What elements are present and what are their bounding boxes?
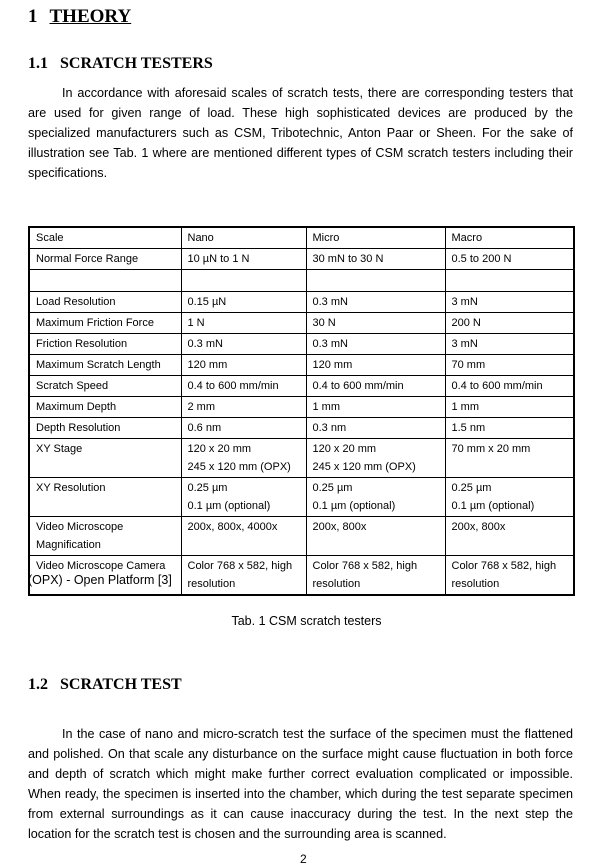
table-cell (306, 439, 445, 478)
table-cell: 1.5 nm (445, 418, 574, 439)
chapter-number: 1 (28, 6, 38, 27)
table-cell (181, 478, 306, 517)
table-cell: 0.4 to 600 mm/min (181, 376, 306, 397)
table-cell: 0.15 µN (181, 292, 306, 313)
table-cell-line: 70 mm x 20 mm (451, 443, 531, 455)
table-cell: 30 mN to 30 N (306, 249, 445, 270)
table-row (29, 292, 574, 313)
table-row (29, 313, 574, 334)
table-cell: 0.6 nm (181, 418, 306, 439)
table-cell-line: 0.25 µm (312, 482, 353, 494)
table-row (29, 478, 574, 517)
table-cell: Load Resolution (29, 292, 181, 313)
table-cell: 1 N (181, 313, 306, 334)
csm-scratch-testers-table (28, 226, 575, 596)
table-row (29, 517, 574, 556)
table-caption: Tab. 1 CSM scratch testers (231, 614, 382, 628)
table-cell-line: 0.25 µm (451, 482, 492, 494)
table-cell-line: 120 x 20 mm (312, 443, 377, 455)
table-cell-line: 120 x 20 mm (187, 443, 252, 455)
table-cell: Maximum Depth (29, 397, 181, 418)
table-cell: 0.3 nm (306, 418, 445, 439)
table-row (29, 355, 574, 376)
table-cell-line: 245 x 120 mm (OPX) (187, 461, 291, 473)
table-footnote: (OPX) - Open Platform [3] (28, 573, 172, 587)
table-cell: 120 mm (181, 355, 306, 376)
table-cell-line: XY Resolution (36, 482, 106, 494)
chapter-title: THEORY (49, 6, 132, 27)
table-cell: Maximum Scratch Length (29, 355, 181, 376)
table-cell: Normal Force Range (29, 249, 181, 270)
table-cell: 200x, 800x, 4000x (181, 517, 306, 556)
section-heading-scratch-test (28, 676, 182, 694)
table-header-cell: Scale (29, 227, 181, 249)
table-cell: 3 mN (445, 292, 574, 313)
table-cell (445, 439, 574, 478)
table-header-cell: Micro (306, 227, 445, 249)
table-cell: Color 768 x 582, high resolution (181, 556, 306, 596)
table-header-cell: Nano (181, 227, 306, 249)
table-cell (181, 439, 306, 478)
table-cell: 200 N (445, 313, 574, 334)
section-title: SCRATCH TESTERS (60, 55, 213, 72)
table-cell-line: 0.25 µm (187, 482, 228, 494)
table-row (29, 418, 574, 439)
table-cell: 3 mN (445, 334, 574, 355)
scratch-test-paragraph: In the case of nano and micro-scratch test the surface of the specimen must the flattened and polished. On that scale any disturbance on the surface might cause fluctuation in both force and depth of scratch which might make further correct evaluation complicated or impossible. When ready, the specimen is inserted into the chamber, which during the test separate specimen from external surroundings as it can cause inaccuracy during the test. In the next step the location for the scratch test is chosen and the surrounding area is scanned. (28, 727, 573, 841)
table-cell: 0.3 mN (306, 292, 445, 313)
table-cell (306, 478, 445, 517)
table-cell: 0.4 to 600 mm/min (306, 376, 445, 397)
chapter-heading (28, 6, 131, 28)
table-cell: 30 N (306, 313, 445, 334)
table-cell (29, 478, 181, 517)
table-cell: Video Microscope Magnification (29, 517, 181, 556)
table-cell: 1 mm (445, 397, 574, 418)
table-cell: 0.5 to 200 N (445, 249, 574, 270)
table-cell-line: 245 x 120 mm (OPX) (312, 461, 416, 473)
table-cell: 0.3 mN (181, 334, 306, 355)
table-cell: Color 768 x 582, high resolution (445, 556, 574, 596)
table-cell: Depth Resolution (29, 418, 181, 439)
table-cell: 0.4 to 600 mm/min (445, 376, 574, 397)
table-cell (445, 478, 574, 517)
table-row (29, 334, 574, 355)
page-number: 2 (300, 852, 307, 866)
table-cell-line: 0.1 µm (optional) (451, 500, 535, 512)
table-cell: 2 mm (181, 397, 306, 418)
section-title: SCRATCH TEST (60, 676, 182, 693)
table-row (29, 249, 574, 270)
table-cell: Color 768 x 582, high resolution (306, 556, 445, 596)
table-cell: 70 mm (445, 355, 574, 376)
table-spacer-row (29, 270, 574, 292)
section-number: 1.2 (28, 676, 48, 693)
table-cell: Video Microscope Camera (29, 556, 181, 596)
table-row (29, 439, 574, 478)
table-row (29, 397, 574, 418)
table-cell: Friction Resolution (29, 334, 181, 355)
table-cell: 200x, 800x (445, 517, 574, 556)
section-heading-scratch-testers (28, 55, 213, 73)
table-cell-line: 0.1 µm (optional) (187, 500, 271, 512)
table-header-row (29, 227, 574, 249)
table-cell: 1 mm (306, 397, 445, 418)
table-cell: 120 mm (306, 355, 445, 376)
table-cell: 0.3 mN (306, 334, 445, 355)
table-cell: 200x, 800x (306, 517, 445, 556)
table-cell-line: XY Stage (36, 443, 83, 455)
section-number: 1.1 (28, 55, 48, 72)
table-header-cell: Macro (445, 227, 574, 249)
table-cell: 10 µN to 1 N (181, 249, 306, 270)
table-cell: Maximum Friction Force (29, 313, 181, 334)
table-cell: Scratch Speed (29, 376, 181, 397)
table-cell-line: 0.1 µm (optional) (312, 500, 396, 512)
scratch-testers-paragraph: In accordance with aforesaid scales of scratch tests, there are corresponding testers that are used for given range of load. These high sophisticated devices are produced by the specialized manufacturers such as CSM, Tribotechnic, Anton Paar or Sheen. For the sake of illustration see Tab. 1 where are mentioned different types of CSM scratch testers including their specifications. (28, 86, 573, 180)
table-row (29, 376, 574, 397)
table-cell (29, 439, 181, 478)
